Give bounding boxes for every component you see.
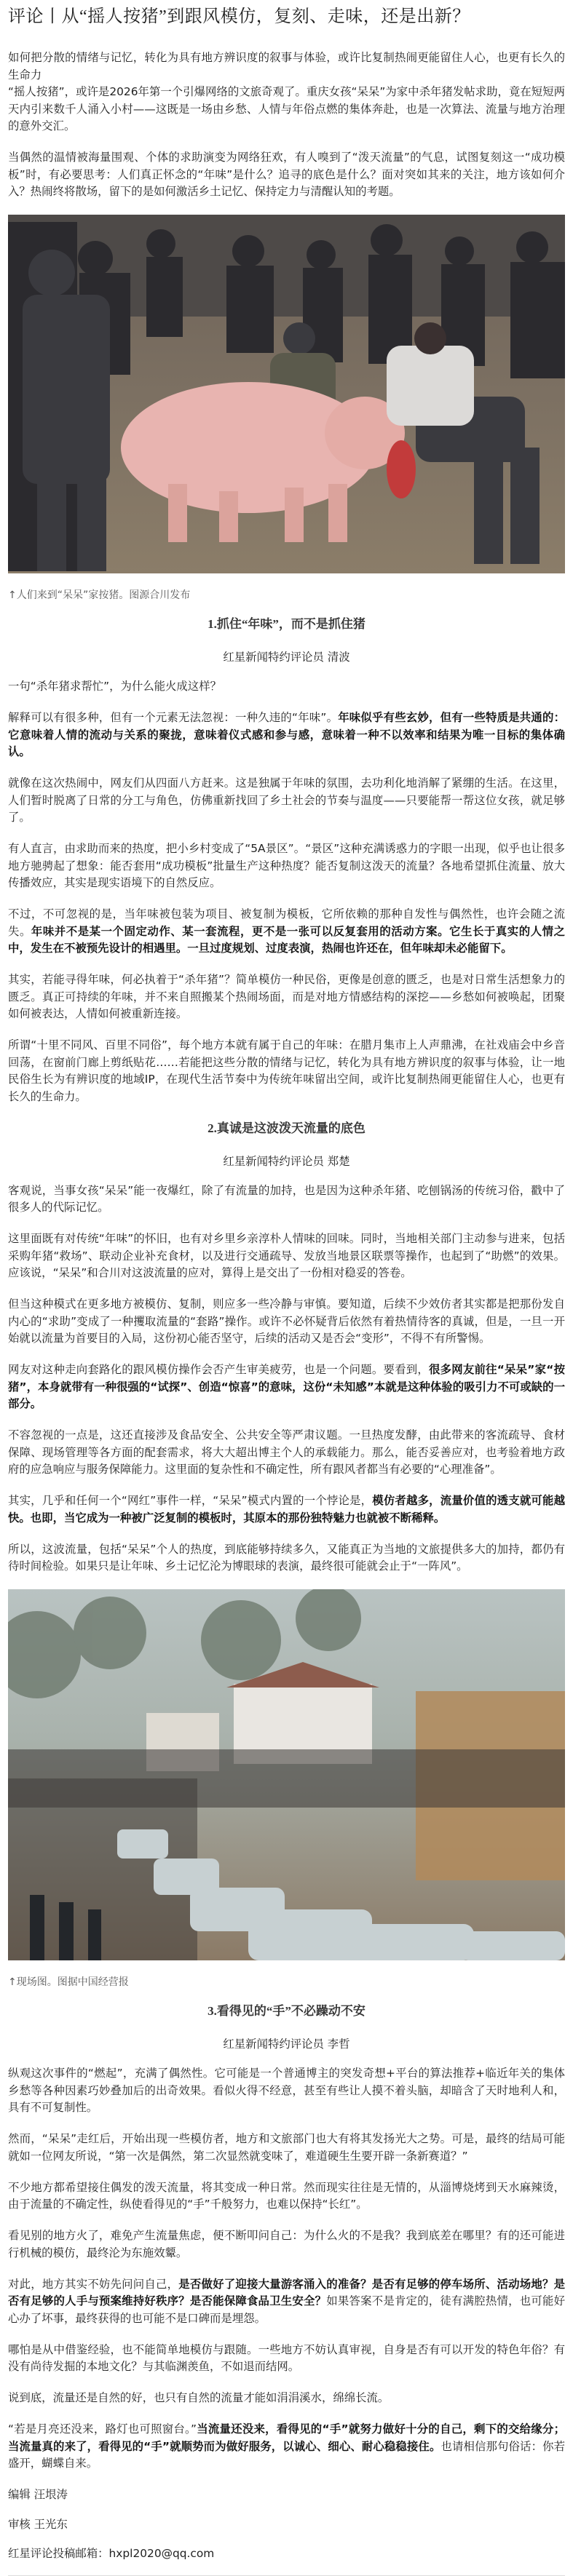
paragraph (8, 1182, 565, 1217)
submission-email (8, 2545, 565, 2563)
paragraph (8, 1231, 565, 1282)
section-heading: 3.看得见的“手”不必躁动不安 (208, 2004, 365, 2018)
section-byline: 红星新闻特约评论员 郑楚 (223, 1154, 350, 1168)
section-2 (8, 1120, 565, 1575)
article-meta (8, 2486, 565, 2563)
bold-text: 很多网友前往“呆呆”家“按猪”，本身就带有一种很强的“试探”、创造“惊喜”的意味，这份“未知感”本就是这种体验的吸引力不可或缺的一部分。 (8, 1363, 565, 1410)
text-run: 网友对这种走向套路化的跟风模仿操作会否产生审美疲劳，也是一个问题。要看到， (8, 1363, 429, 1376)
paragraph (8, 1541, 565, 1575)
section-byline: 红星新闻特约评论员 李哲 (223, 2038, 350, 2051)
text-run: 然而，“呆呆”走红后，开始出现一些模仿者，地方和文旅部门也大有将其发扬光大之势。可是，最终的结局可能就如一位网友所说，“第一次是偶然，第二次显然就变味了，难道硬生生要开辟一条新赛道？” (8, 2132, 565, 2163)
paragraph (8, 840, 565, 892)
paragraph (8, 2342, 565, 2376)
paragraph (8, 2065, 565, 2117)
section-byline: 红星新闻特约评论员 清波 (223, 651, 350, 664)
figure-scene (8, 1589, 565, 1989)
text-run: “若是月亮还没来，路灯也可照窗台。” (8, 2422, 197, 2436)
section-heading: 1.抓住“年味”，而不是抓住猪 (208, 617, 365, 631)
bold-text: 当流量还没来，看得见的“手”就努力做好十分的自己，剩下的交给缘分；当流量真的来了，看得见的“手”就顺势而为做好服务，以诚心、细心、耐心稳稳接住。 (8, 2422, 566, 2453)
paragraph (8, 1492, 565, 1527)
email-label: 红星评论投稿邮箱： (8, 2547, 109, 2560)
paragraph (8, 2390, 565, 2407)
paragraph (8, 1361, 565, 1413)
paragraph (8, 2179, 565, 2214)
section-1 (8, 616, 565, 1105)
text-run: 哪怕是从中借鉴经验，也不能简单地模仿与跟随。一些地方不妨认真审视，自身是否有可以开发的特色年俗？有没有尚待发掘的本地文化？与其临渊羡鱼，不如退而结网。 (8, 2342, 565, 2373)
text-run: 也请相信那句俗话：你若盛开，蝴蝶自来。 (8, 2439, 565, 2470)
text-run: 不过，不可忽视的是，当年味被包装为项目、被复制为模板，它所依赖的那种自发性与偶然性，也许会随之流失。 (8, 907, 565, 938)
text-run: 纵观这次事件的“燃起”，充满了偶然性。它可能是一个普通博主的突发奇想+平台的算法推荐+临近年关的集体乡愁等各种因素巧妙叠加后的出奇效果。看似火得不经意，甚至有些让人摸不着头脑，却暗含了天时地利人和，具有不可复制性。 (8, 2067, 565, 2114)
paragraph (8, 906, 565, 958)
email-address[interactable]: hxpl2020@qq.com (108, 2547, 215, 2560)
paragraph (8, 2227, 565, 2262)
figure-caption: ↑人们来到“呆呆”家按猪。图源合川发布 (8, 589, 191, 601)
text-run: 一句“杀年猪求帮忙”，为什么能火成这样？ (8, 680, 221, 693)
text-run: 看见别的地方火了，难免产生流量焦虑，便不断叩问自己：为什么火的不是我？我到底差在哪里？有的还可能进行机械的模仿，最终沦为东施效颦。 (8, 2229, 565, 2259)
text-run: 当偶然的温情被海量围观、个体的求助演变为网络狂欢，有人嗅到了“泼天流量”的气息，试图复刻这一“成功模板”时，有必要思考：人们真正怀念的“年味”是什么？追寻的底色是什么？面对突如其来的关注，地方该如何介入？热闹终将散场，留下的是如何激活乡土记忆、保持定力与清醒认知的考题。 (8, 151, 565, 198)
article-intro (8, 84, 565, 201)
paragraph (8, 2421, 565, 2473)
figure-caption: ↑现场图。图据中国经营报 (8, 1976, 129, 1988)
text-run: 如果答案不是肯定的，徒有满腔热情，也可能好心办了坏事，最终获得的也可能不是口碑而是埋怨。 (8, 2294, 565, 2325)
text-run: 就像在这次热闹中，网友们从四面八方赶来。这是独属于年味的氛围，去功利化地消解了紧绷的生活。在这里，人们暂时脱离了日常的分工与角色，仿佛重新找回了乡土社会的节奏与温度——只要能帮一帮这位女孩，就足够了。 (8, 776, 565, 824)
text-run: 对此，地方其实不妨先问问自己， (8, 2277, 179, 2291)
paragraph (8, 1427, 565, 1479)
article-title: 评论丨从“摇人按猪”到跟风模仿，复刻、走味，还是出新？ (8, 7, 470, 26)
text-run: 但当这种模式在更多地方被模仿、复制，则应多一些冷静与审慎。要知道，后续不少效仿者其实都是把那份发自内心的“求助”变成了一种攫取流量的“套路”操作。或许不必怀疑背后依然有着热情待客的真诚，但是，一旦一开始就以流量为首要目的入局，这份初心能否坚守，后续的活动又是否会“变形”，不得不有所警惕。 (8, 1297, 565, 1345)
text-run: 其实，几乎和任何一个“网红”事件一样，“呆呆”模式内置的一个悖论是， (8, 1494, 373, 1507)
bold-text: 是否做好了迎接大量游客涌入的准备？是否有足够的停车场所、活动场地？是否有足够的人手与预案维持好秩序？是否能保障食品卫生安全？ (8, 2277, 565, 2307)
text-run: 客观说，当事女孩“呆呆”能一夜爆红，除了有流量的加持，也是因为这种杀年猪、吃刨锅汤的传统习俗，戳中了很多人的代际记忆。 (8, 1183, 565, 1214)
text-run: 不容忽视的一点是，这还直接涉及食品安全、公共安全等严肃议题。一旦热度发酵，由此带来的客流疏导、食材保障、现场管理等各方面的配套需求，将大大超出博主个人的承载能力。那么，能否妥善应对，也考验着地方政府的应急响应与服务保障能力。这里面的复杂性和不确定性，所有跟风者都当有必要的“心理准备”。 (8, 1428, 565, 1476)
section-3 (8, 2003, 565, 2473)
section-heading: 2.真诚是这波泼天流量的底色 (208, 1121, 365, 1135)
article (0, 6, 573, 2576)
text-run: 不少地方都希望接住偶发的泼天流量，将其变成一种日常。然而现实往往是无情的，从淄博烧烤到天水麻辣烫，由于流量的不确定性，纵使看得见的“手”千般努力，也难以保持“长红”。 (8, 2180, 565, 2211)
photo-village-crowd-cars (8, 1589, 565, 1960)
paragraph (8, 84, 565, 135)
bottom-divider (8, 2575, 565, 2576)
bold-text: 模仿者越多，流量价值的透支就可能越快。也即，当它成为一种被广泛复制的模板时，其原本的那份独特魅力也就被不断稀释。 (8, 1494, 565, 1524)
text-run: 说到底，流量还是自然的好，也只有自然的流量才能如涓涓溪水，绵绵长流。 (8, 2391, 390, 2404)
paragraph (8, 1037, 565, 1105)
paragraph (8, 971, 565, 1023)
text-run: 所谓“十里不同风、百里不同俗”，每个地方本就有属于自己的年味：在腊月集市上人声鼎沸，在社戏庙会中乡音回荡，在窗前门廊上剪纸贴花……若能把这些分散的情绪与记忆，转化为具有地方辨识度的叙事与体验，让一地民俗生长为有辨识度的地域IP，在现代生活节奏中为传统年味留出空间，或许比复制热闹更能留住人心，也更有长久的生命力。 (8, 1038, 565, 1103)
text-run: 解释可以有很多种，但有一个元素无法忽视：一种久违的“年味”。 (8, 711, 339, 724)
paragraph (8, 709, 565, 761)
text-run: 这里面既有对传统“年味”的怀旧，也有对乡里乡亲淳朴人情味的回味。同时，当地相关部门主动参与进来，包括采购年猪“救场”、联动企业补充食材，以及进行交通疏导、发放当地景区联票等操作，也起到了“助燃”的效果。应该说，“呆呆”和合川对这波流量的应对，算得上是交出了一份相对稳妥的答卷。 (8, 1232, 565, 1279)
bold-text: 年味并不是某一个固定动作、某一套流程，更不是一张可以反复套用的活动方案。它生长于真实的人情之中，发生在不被预先设计的相遇里。一旦过度规划、过度表演，热闹也许还在，但年味却未必能留下。 (8, 924, 565, 955)
text-run: 有人直言，由求助而来的热度，把小乡村变成了“5A景区”。“景区”这种充满诱惑力的字眼一出现，似乎也让很多地方驰骋起了想象：能否套用“成功模板”批量生产这种热度？能否复制这泼天的流量？各地希望抓住流量、放大传播效应，其实是现实语境下的自然反应。 (8, 842, 565, 889)
text-run: 其实，若能寻得年味，何必执着于“杀年猪”？简单模仿一种民俗，更像是创意的匮乏，也是对日常生活想象力的匮乏。真正可持续的年味，并不来自照搬某个热闹场面，而是对地方情感结构的深挖——乡愁如何被唤起，团聚如何被表达，人情如何被重新连接。 (8, 973, 565, 1020)
text-run: 所以，这波流量，包括“呆呆”个人的热度，到底能够持续多久，又能真正为当地的文旅提供多大的加持，都仍有待时间检验。如果只是让年味、乡土记忆沦为博眼球的表演，最终很可能就会止于“一阵风”。 (8, 1542, 565, 1573)
paragraph (8, 2276, 565, 2328)
editor-credit: 编辑 汪垠涛 (8, 2488, 68, 2501)
text-run: “摇人按猪”，或许是2026年第一个引爆网络的文旅奇观了。重庆女孩“呆呆”为家中杀年猪发帖求助，竟在短短两天内引来数千人涌入小村——这既是一场由乡愁、人情与年俗点燃的集体奔赴，也是一次算法、流量与地方治理的意外交汇。 (8, 85, 565, 132)
bold-text: 年味似乎有些玄妙，但有一些特质是共通的：它意味着人情的流动与关系的聚拢，意味着仪式感和参与感，意味着一种不以效率和结果为唯一目标的集体确认。 (8, 711, 565, 758)
paragraph (8, 1296, 565, 1348)
paragraph (8, 149, 565, 201)
reviewer-credit: 审核 王光东 (8, 2517, 68, 2531)
paragraph (8, 2131, 565, 2165)
article-summary: 如何把分散的情绪与记忆，转化为具有地方辨识度的叙事与体验，或许比复制热闹更能留住人心，也更有长久的生命力 (8, 51, 565, 82)
paragraph (8, 775, 565, 827)
photo-people-holding-pig (8, 215, 565, 573)
figure-pig (8, 215, 565, 603)
paragraph (8, 678, 565, 696)
